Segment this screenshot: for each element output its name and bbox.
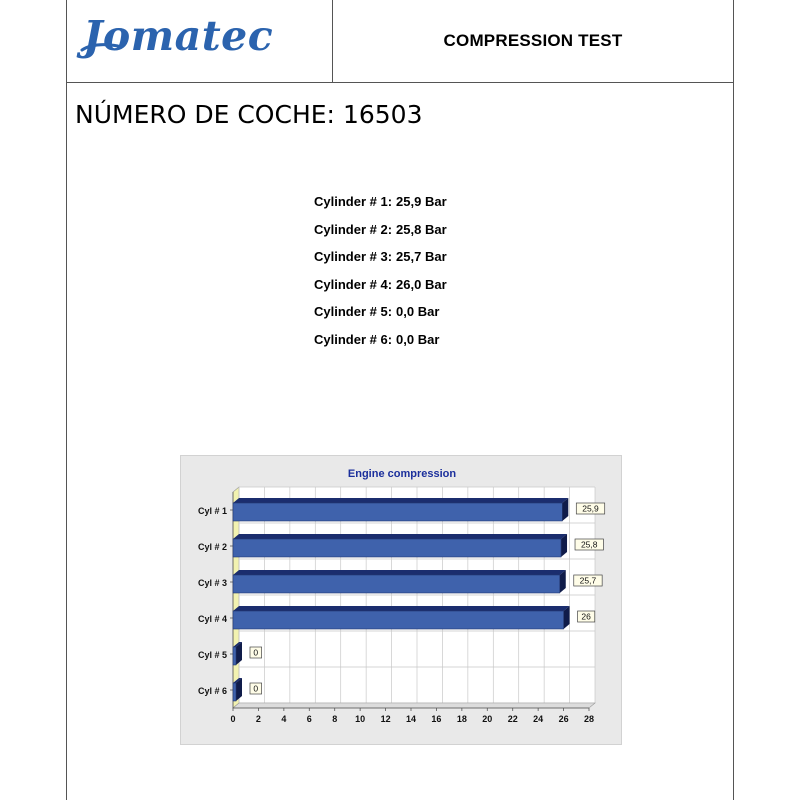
chart-plot (181, 456, 623, 746)
logo-swoosh-icon (80, 40, 120, 54)
cylinder-label: Cylinder # 2: (314, 221, 393, 237)
cylinder-value: 26,0 Bar (396, 276, 447, 292)
x-tick-label: 28 (583, 714, 595, 724)
x-tick-label: 16 (431, 714, 442, 724)
x-tick-label: 2 (255, 714, 261, 724)
y-tick-label: Cyl # 5 (197, 650, 227, 660)
cylinder-label: Cylinder # 4: (314, 276, 393, 292)
cylinder-label: Cylinder # 1: (314, 194, 393, 209)
cylinder-value: 0,0 Bar (396, 331, 440, 347)
bar (233, 683, 236, 701)
x-tick-label: 8 (332, 714, 338, 724)
x-tick-label: 24 (533, 714, 544, 724)
engine-compression-chart (180, 455, 622, 745)
report-title: COMPRESSION TEST (443, 31, 623, 50)
x-tick-label: 18 (456, 714, 467, 724)
y-tick-label: Cyl # 4 (197, 614, 227, 624)
car-number-value: 16503 (342, 100, 423, 129)
cylinder-reading (314, 249, 447, 277)
car-number-label: NÚMERO DE COCHE: (75, 100, 335, 129)
x-tick-label: 10 (355, 714, 366, 724)
data-label: 0 (253, 647, 259, 658)
bar (233, 647, 236, 665)
cylinder-value: 25,7 Bar (396, 249, 447, 264)
report-header (67, 0, 733, 83)
plot-bottom-depth (233, 703, 595, 708)
data-label: 26 (581, 611, 591, 622)
bar (233, 503, 562, 521)
cylinder-value: 0,0 Bar (396, 304, 440, 319)
x-tick-label: 0 (230, 714, 236, 724)
x-tick-label: 12 (380, 714, 391, 724)
data-label: 25,7 (579, 575, 597, 586)
cylinder-reading (314, 304, 447, 332)
x-tick-label: 6 (306, 714, 312, 724)
x-tick-label: 14 (405, 714, 417, 724)
y-tick-label: Cyl # 2 (197, 542, 227, 552)
y-tick-label: Cyl # 1 (197, 506, 227, 516)
data-label: 25,9 (582, 503, 599, 514)
cylinder-readings (314, 194, 447, 359)
y-tick-label: Cyl # 6 (197, 686, 227, 696)
bar-top-face (233, 570, 566, 575)
bar (233, 539, 561, 557)
cylinder-value: 25,9 Bar (396, 194, 447, 209)
bar-top-face (233, 534, 567, 539)
bar-top-face (233, 606, 570, 611)
x-tick-label: 22 (507, 714, 518, 724)
x-tick-label: 20 (482, 714, 493, 724)
cylinder-label: Cylinder # 3: (314, 249, 393, 264)
jomatec-logo: Jomatec (83, 12, 274, 60)
cylinder-label: Cylinder # 6: (314, 331, 393, 347)
data-label: 25,8 (580, 539, 598, 550)
car-number-line (75, 100, 423, 129)
data-label: 0 (253, 683, 259, 694)
y-tick-label: Cyl # 3 (197, 578, 227, 588)
cylinder-reading (314, 194, 447, 222)
bar-top-face (233, 498, 568, 503)
logo-cell (67, 0, 333, 82)
chart-title: Engine compression (347, 468, 457, 480)
cylinder-value: 25,8 Bar (396, 221, 447, 237)
bar (233, 575, 560, 593)
cylinder-reading (314, 222, 447, 250)
cylinder-reading (314, 277, 447, 305)
bar (233, 611, 564, 629)
x-tick-label: 4 (281, 714, 287, 724)
x-tick-label: 26 (558, 714, 569, 724)
cylinder-label: Cylinder # 5: (314, 304, 393, 319)
cylinder-reading (314, 332, 447, 360)
